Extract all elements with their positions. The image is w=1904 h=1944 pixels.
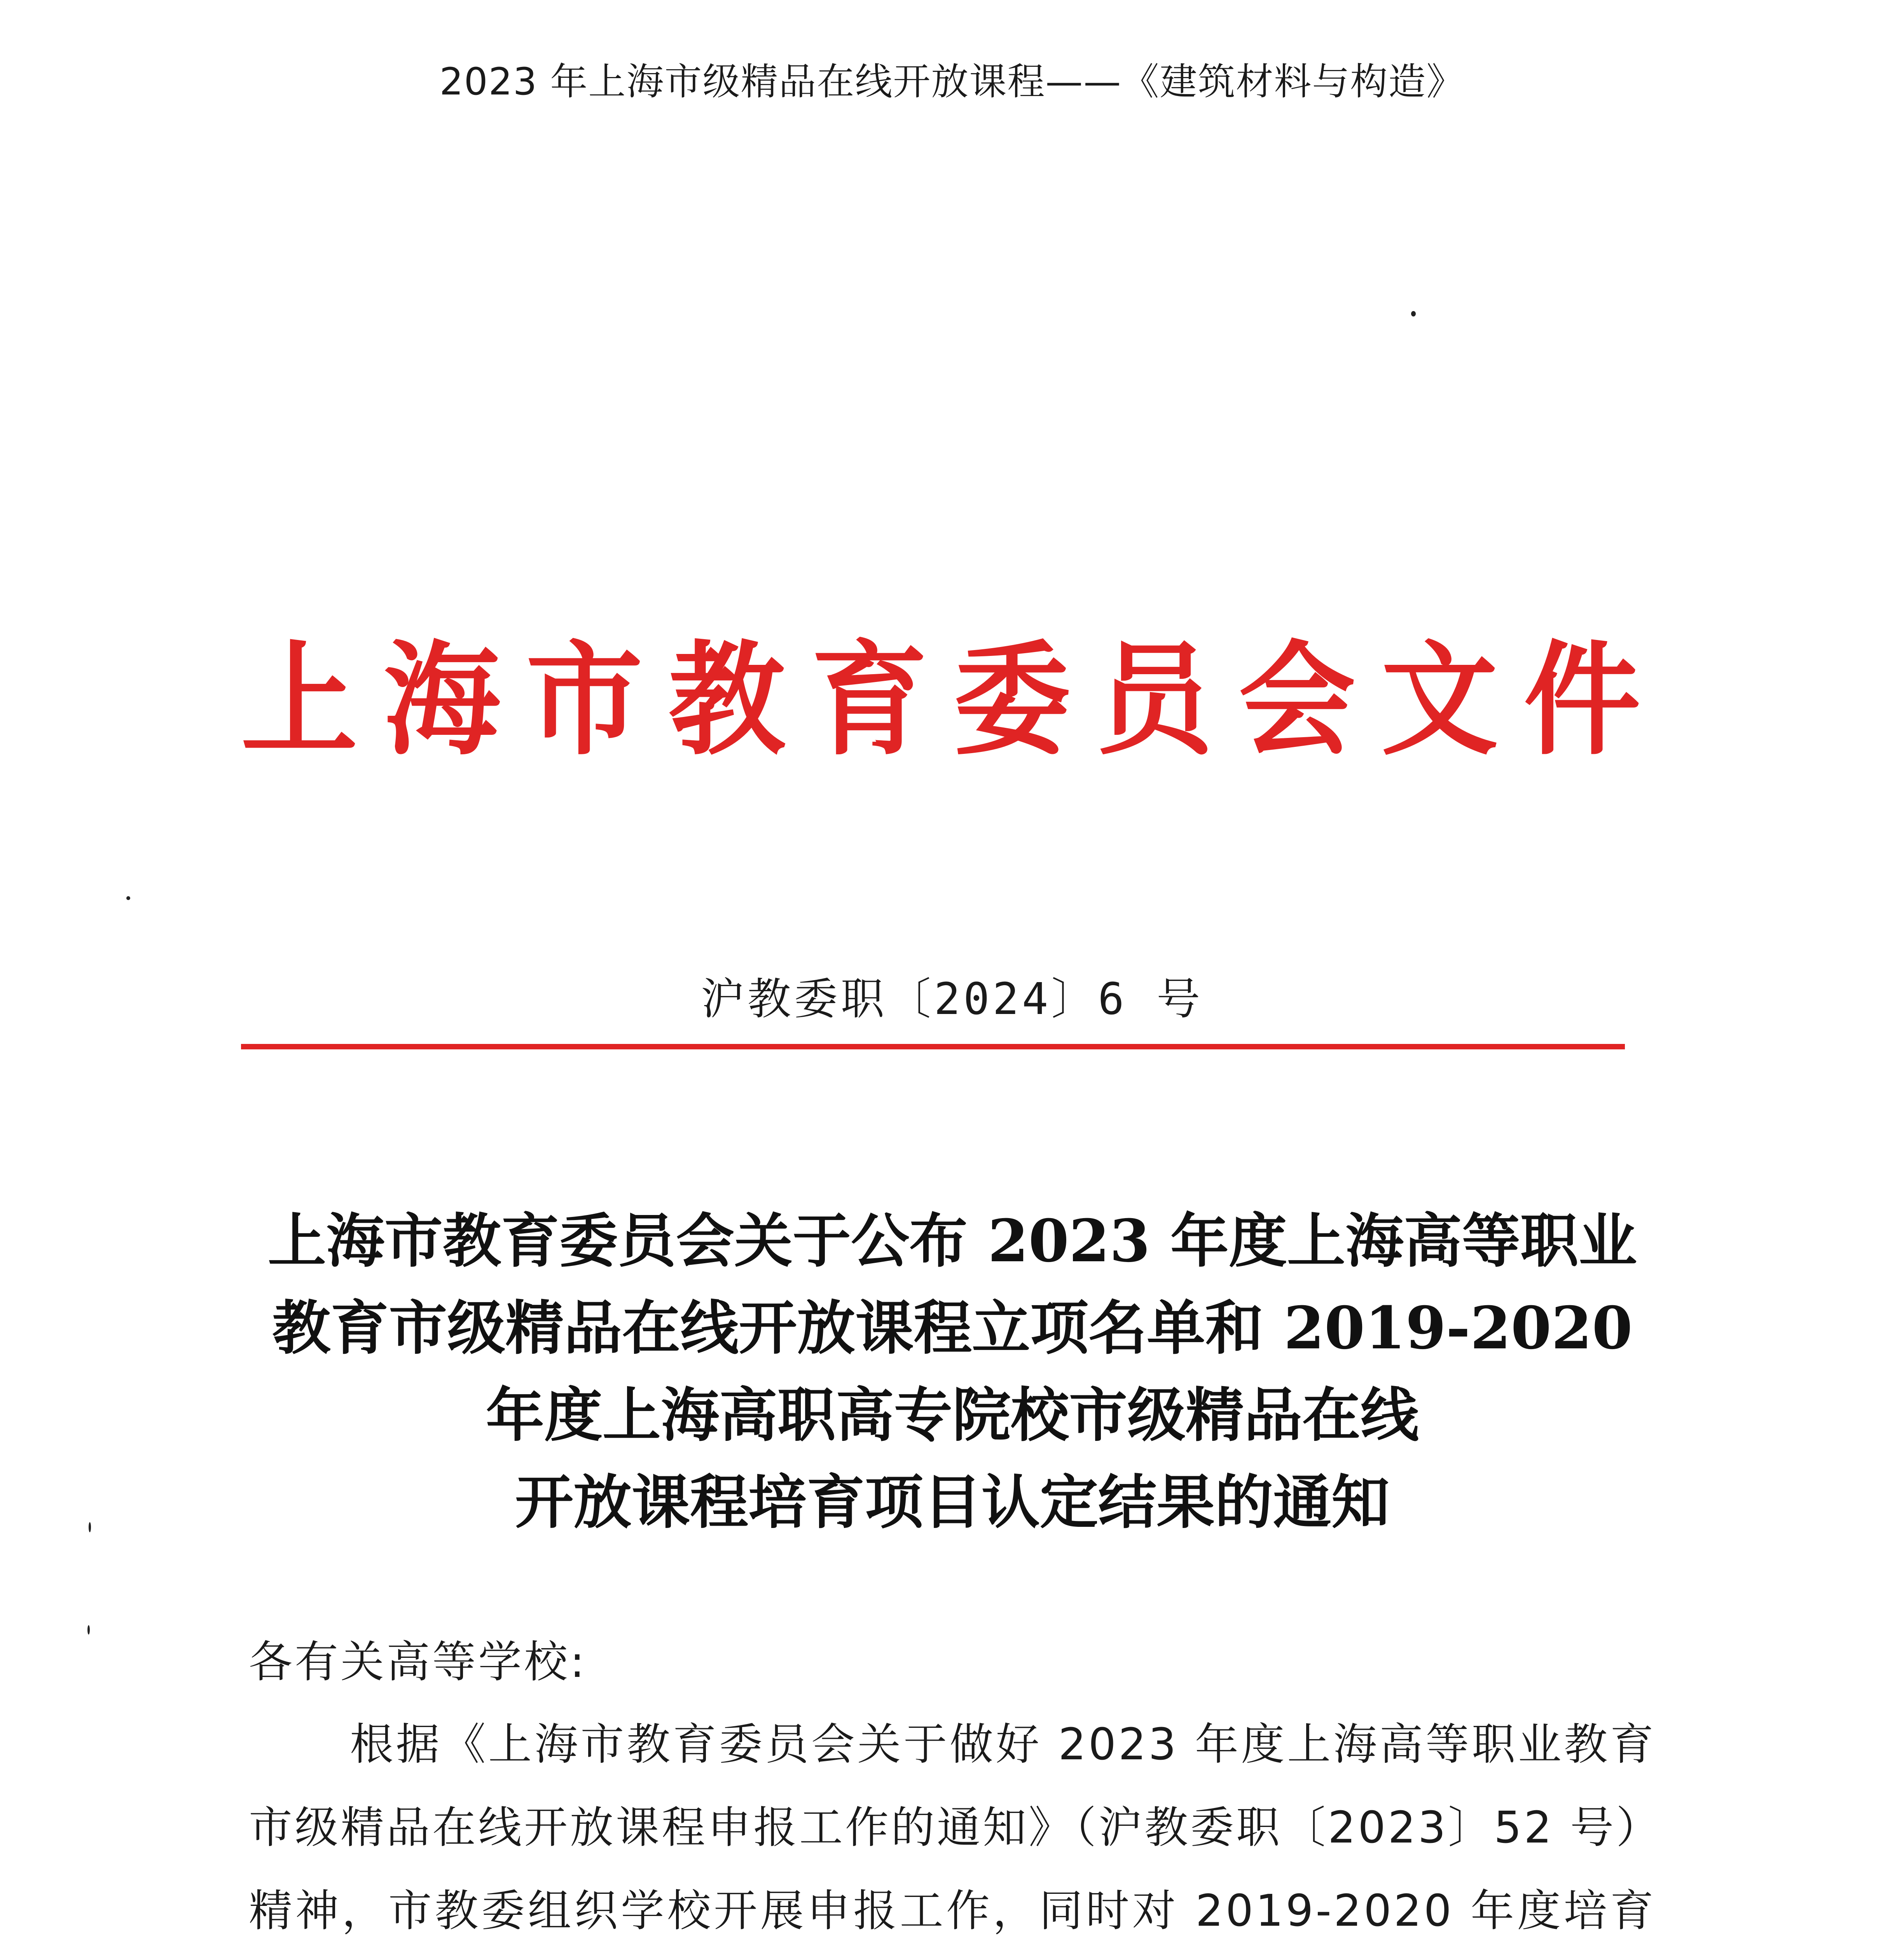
scan-speck bbox=[126, 896, 130, 900]
agency-char: 教 bbox=[668, 628, 785, 772]
title-line: 教育市级精品在线开放课程立项名单和 2019-2020 bbox=[272, 1294, 1633, 1362]
agency-char: 海 bbox=[383, 628, 500, 772]
title-line: 上海市教育委员会关于公布 2023 年度上海高等职业 bbox=[268, 1207, 1637, 1275]
body-line: 精神，市教委组织学校开展申报工作，同时对 2019-2020 年度培育 bbox=[249, 1886, 1656, 1936]
agency-char: 件 bbox=[1523, 628, 1640, 772]
notice-title bbox=[233, 1198, 1672, 1546]
salutation: 各有关高等学校: bbox=[249, 1637, 587, 1687]
agency-char: 员 bbox=[1096, 628, 1213, 772]
agency-char: 会 bbox=[1238, 628, 1356, 772]
body-line: 市级精品在线开放课程申报工作的通知》（沪教委职〔2023〕52 号） bbox=[249, 1802, 1662, 1853]
agency-char: 委 bbox=[954, 628, 1071, 772]
page-header: 2023 年上海市级精品在线开放课程——《建筑材料与构造》 bbox=[439, 60, 1465, 103]
agency-char: 文 bbox=[1381, 628, 1498, 772]
issuing-agency-title bbox=[241, 622, 1640, 778]
title-line: 开放课程培育项目认定结果的通知 bbox=[515, 1468, 1390, 1537]
red-divider bbox=[241, 1044, 1625, 1049]
document-number: 沪教委职〔2024〕6 号 bbox=[700, 974, 1204, 1024]
scan-speck bbox=[1411, 311, 1416, 316]
body-line: 根据《上海市教育委员会关于做好 2023 年度上海高等职业教育 bbox=[350, 1719, 1656, 1770]
agency-char: 上 bbox=[241, 628, 358, 772]
agency-char: 市 bbox=[526, 628, 643, 772]
scan-speck bbox=[89, 1522, 91, 1532]
body-paragraph bbox=[249, 1703, 1662, 1944]
scan-speck bbox=[87, 1625, 90, 1635]
title-line: 年度上海高职高专院校市级精品在线 bbox=[486, 1381, 1419, 1449]
agency-char: 育 bbox=[811, 628, 928, 772]
